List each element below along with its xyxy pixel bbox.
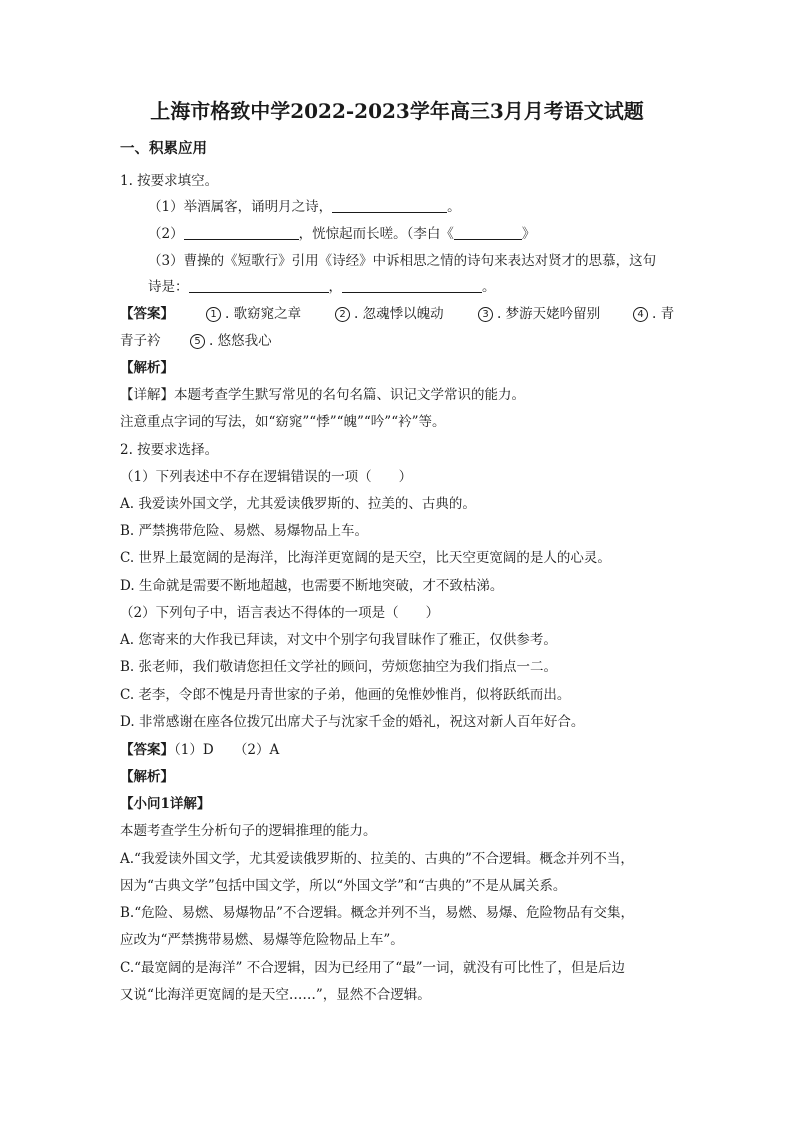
answer-4-continued: 青子衿 (120, 333, 161, 349)
item-3-end: 。 (482, 279, 496, 295)
answer-2 (335, 305, 444, 323)
answer-4 (633, 305, 674, 323)
answer-blank (332, 199, 447, 213)
analysis-label: 【解析】 (120, 769, 174, 785)
option-a: A. 我爱读外国文学，尤其爱读俄罗斯的、拉美的、古典的。 (120, 496, 476, 512)
answer-number: 3 (478, 307, 493, 322)
question-1-item-3: （3）曹操的《短歌行》引用《诗经》中诉相思之情的诗句来表达对贤才的思慕，这句 (148, 253, 657, 269)
question-1-item-3-cont (148, 278, 496, 296)
question-1-item-1 (148, 198, 461, 216)
analysis-label: 【解析】 (120, 360, 174, 376)
question-1-item-2 (148, 225, 535, 243)
analysis-detail: 【详解】本题考查学生默写常见的名句名篇、识记文学常识的能力。 (120, 387, 525, 403)
answer-text: . 歌窈窕之章 (225, 306, 302, 322)
answer-text: （1）D （2）A (174, 742, 280, 758)
analysis-line: C.“最宽阔的是海洋” 不合逻辑，因为已经用了“最”一词，就没有可比性了，但是后边 (120, 960, 626, 976)
option-b: B. 张老师，我们敬请您担任文学社的顾问，劳烦您抽空为我们指点一二。 (120, 659, 558, 675)
answer-number: 1 (206, 307, 221, 322)
analysis-line: 应改为“严禁携带易燃、易爆等危险物品上车”。 (120, 932, 404, 948)
answer-text: . 忽魂悸以魄动 (354, 306, 444, 322)
option-d: D. 生命就是需要不断地超越，也需要不断地突破，才不致枯涕。 (120, 578, 504, 594)
answer-3 (478, 305, 600, 323)
section-heading: 一、积累应用 (120, 140, 207, 157)
answer-text: . 梦游天姥吟留别 (497, 306, 601, 322)
option-c: C. 老李，令郎不愧是丹青世家的子弟，他画的兔惟妙惟肖，似将跃纸而出。 (120, 687, 571, 703)
answer-blank (342, 279, 482, 293)
answer-label: 【答案】 (120, 306, 174, 322)
answer-number: 4 (633, 307, 648, 322)
analysis-line: A.“我爱读外国文学，尤其爱读俄罗斯的、拉美的、古典的”不合逻辑。概念并列不当， (120, 851, 634, 867)
answer-number: 2 (335, 307, 350, 322)
analysis-line: B.“危险、易燃、易爆物品”不合逻辑。概念并列不当，易燃、易爆、危险物品有交集， (120, 905, 635, 921)
answer-blank (189, 279, 329, 293)
question-2-stem: 2. 按要求选择。 (120, 442, 219, 458)
item-3-prefix: 诗是： (148, 279, 189, 295)
answer-blank (454, 226, 522, 240)
analysis-line: 又说“比海洋更宽阔的是天空……”，显然不合逻辑。 (120, 987, 431, 1003)
option-c: C. 世界上最宽阔的是海洋，比海洋更宽阔的是天空，比天空更宽阔的是人的心灵。 (120, 550, 611, 566)
analysis-line: 因为“古典文学”包括中国文学，所以“外国文学”和“古典的”不是从属关系。 (120, 878, 567, 894)
answer-number: 5 (190, 334, 205, 349)
item-2-prefix: （2） (148, 226, 184, 242)
question-1-stem: 1. 按要求填空。 (120, 173, 219, 189)
item-3-sep: ， (328, 279, 342, 295)
answer-text: . 悠悠我心 (209, 333, 272, 349)
item-2-end: 》 (521, 226, 536, 242)
option-d: D. 非常感谢在座各位拨冗出席犬子与沈家千金的婚礼，祝这对新人百年好合。 (120, 714, 585, 730)
answer-text: . 青 (652, 306, 675, 322)
answer-label: 【答案】 (120, 742, 174, 758)
question-2-sub-1: （1）下列表述中不存在逻辑错误的一项（ ） (120, 469, 413, 485)
answer-5 (190, 332, 272, 350)
item-1-end: 。 (447, 199, 461, 215)
option-b: B. 严禁携带危险、易燃、易爆物品上车。 (120, 523, 369, 539)
answer-blank (184, 226, 299, 240)
answer-line (120, 741, 279, 759)
analysis-line: 本题考查学生分析句子的逻辑推理的能力。 (120, 823, 377, 839)
item-2-text: ，恍惊起而长嗟。（李白《 (298, 226, 454, 242)
option-a: A. 您寄来的大作我已拜读，对文中个别字句我冒昧作了雅正，仅供参考。 (120, 632, 557, 648)
sub-question-detail-label: 【小问1详解】 (120, 796, 211, 812)
question-2-sub-2: （2）下列句子中，语言表达不得体的一项是（ ） (120, 605, 440, 621)
answer-1 (206, 305, 301, 323)
item-1-text: （1）举酒属客，诵明月之诗， (148, 199, 333, 215)
page-title: 上海市格致中学2022-2023学年高三3月月考语文试题 (150, 99, 644, 123)
analysis-note: 注意重点字词的写法，如“窈窕”“悸”“魄”“吟”“衿”等。 (120, 414, 446, 430)
